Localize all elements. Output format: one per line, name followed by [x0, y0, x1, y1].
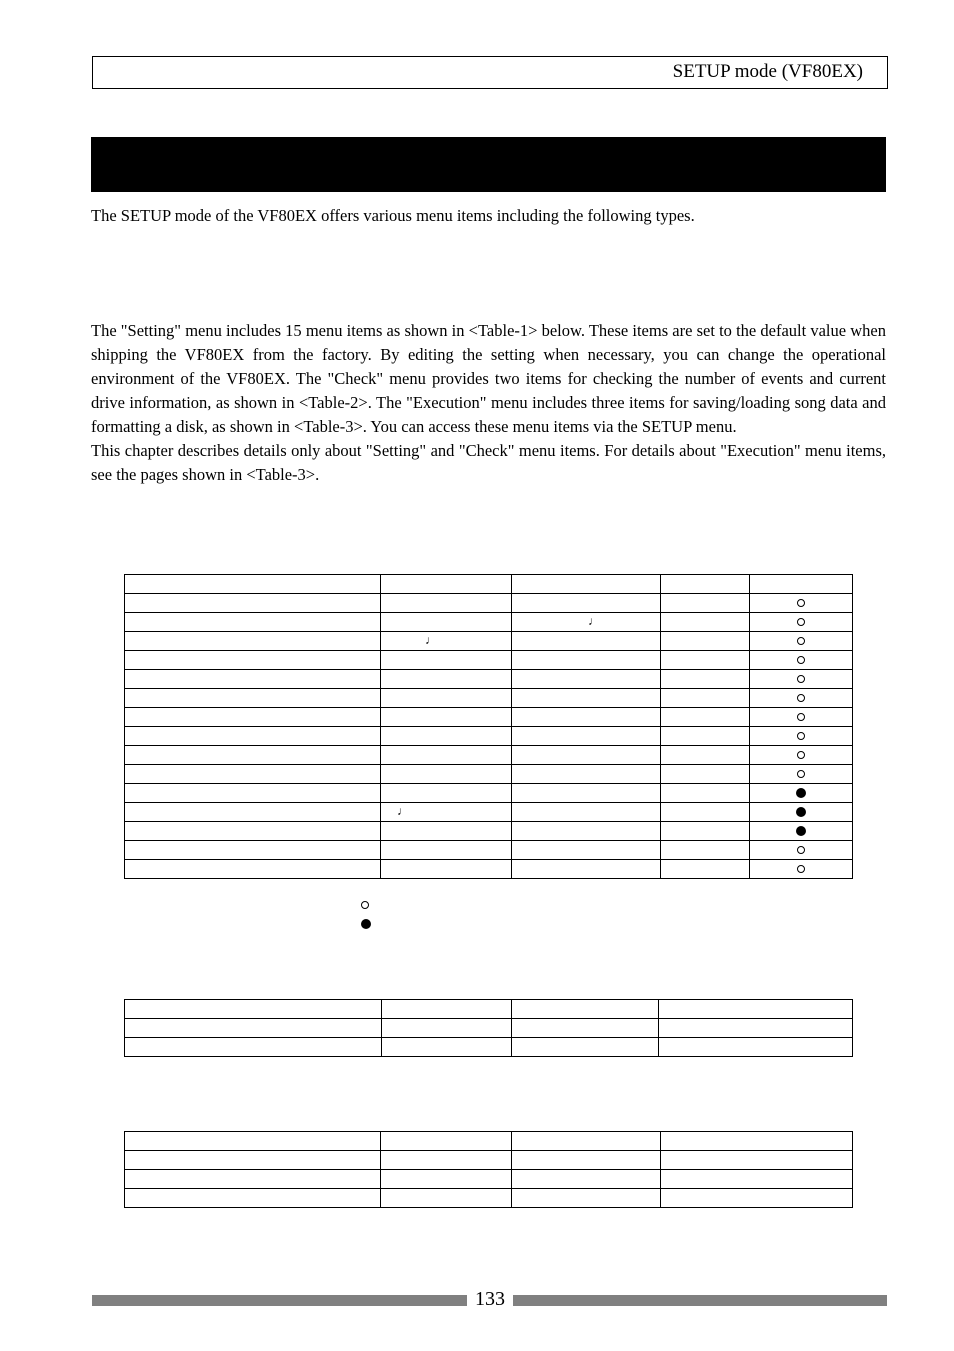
table-cell: [512, 689, 661, 708]
table-cell: [661, 803, 750, 822]
open-circle-icon: [797, 618, 805, 626]
table-cell: [125, 575, 381, 594]
table-cell: [381, 594, 512, 613]
table-cell: [381, 803, 512, 822]
table-cell: [661, 822, 750, 841]
header-title: SETUP mode (VF80EX): [672, 61, 863, 82]
table-cell: [512, 1132, 661, 1151]
table-cell: [661, 708, 750, 727]
table-cell: [125, 651, 381, 670]
table-cell: [381, 822, 512, 841]
table-cell: [125, 1151, 381, 1170]
filled-circle-icon: [796, 807, 806, 817]
note-icon: ♩: [397, 804, 409, 818]
table-cell: [512, 1170, 661, 1189]
table-cell: [750, 841, 853, 860]
table-cell: [750, 803, 853, 822]
table-row: [125, 575, 853, 594]
open-circle-icon: [797, 713, 805, 721]
table-row: [125, 860, 853, 879]
table-2: [124, 999, 853, 1057]
table-cell: [661, 670, 750, 689]
page-header: [92, 56, 888, 89]
table-cell: [512, 860, 661, 879]
table-row: [125, 594, 853, 613]
legend-open-circle: [361, 896, 369, 914]
table-cell: [125, 822, 381, 841]
table-cell: [512, 708, 661, 727]
table-cell: [512, 746, 661, 765]
table-cell: [125, 670, 381, 689]
table-cell: [381, 1189, 512, 1208]
note-icon: ♩: [588, 614, 600, 628]
table-cell: [125, 613, 381, 632]
table-cell: [382, 1019, 512, 1038]
table-row: [125, 1170, 853, 1189]
table-cell: [750, 632, 853, 651]
table-row: [125, 689, 853, 708]
paragraph-1: The "Setting" menu includes 15 menu items as shown in <Table-1> below. These items are set to the default value when shipping the VF80EX from the factory. By editing the setting when necessary, you can change the operational environment of the VF80EX. The "Check" menu provides two items for checking the number of events and current drive information, as shown in <Table-2>. The "Execution" menu includes three items for saving/loading song data and formatting a disk, as shown in <Table-3>. You can access these menu items via the SETUP menu.: [91, 321, 886, 436]
table-cell: [512, 784, 661, 803]
table-cell: [512, 1189, 661, 1208]
table-cell: [512, 727, 661, 746]
table-cell: [382, 1000, 512, 1019]
table-cell: [661, 746, 750, 765]
table-cell: [750, 575, 853, 594]
table-row: [125, 746, 853, 765]
table-cell: [659, 1019, 853, 1038]
open-circle-icon: [797, 656, 805, 664]
table-cell: [661, 860, 750, 879]
table-cell: [381, 689, 512, 708]
table-cell: [661, 632, 750, 651]
table-row: [125, 1132, 853, 1151]
table-cell: [125, 765, 381, 784]
table-row: [125, 1189, 853, 1208]
table-row: [125, 765, 853, 784]
open-circle-icon: [797, 694, 805, 702]
table-cell: [661, 784, 750, 803]
intro-text: The SETUP mode of the VF80EX offers various menu items including the following types.: [91, 206, 695, 225]
table-cell: [750, 651, 853, 670]
legend-filled-circle: [361, 915, 371, 933]
table-cell: [512, 1019, 659, 1038]
table-cell: [512, 822, 661, 841]
table-cell: [125, 727, 381, 746]
table-cell: [381, 727, 512, 746]
table-cell: [125, 1038, 382, 1057]
open-circle-icon: [797, 770, 805, 778]
table-1: [124, 574, 853, 879]
table-cell: [750, 727, 853, 746]
table-row: [125, 803, 853, 822]
table-cell: [512, 575, 661, 594]
table-cell: [512, 632, 661, 651]
table-row: [125, 651, 853, 670]
table-cell: [381, 651, 512, 670]
table-cell: [381, 860, 512, 879]
table-cell: [382, 1038, 512, 1057]
table-cell: [125, 1132, 381, 1151]
table-row: [125, 1151, 853, 1170]
table-cell: [381, 575, 512, 594]
table-cell: [512, 1000, 659, 1019]
table-cell: [125, 746, 381, 765]
table-cell: [125, 1189, 381, 1208]
page-number: 133: [475, 1288, 505, 1310]
table-cell: [661, 1151, 853, 1170]
table-cell: [512, 841, 661, 860]
table-cell: [125, 860, 381, 879]
table-cell: [125, 1019, 382, 1038]
table-row: [125, 1019, 853, 1038]
footer-bar-left: [92, 1295, 467, 1306]
body-paragraphs: [91, 319, 886, 487]
table-cell: [661, 1170, 853, 1189]
table-cell: [661, 727, 750, 746]
paragraph-2: This chapter describes details only about "Setting" and "Check" menu items. For details about "Execution" menu items, see the pages shown in <Table-3>.: [91, 441, 886, 484]
table-cell: [125, 632, 381, 651]
table-3: [124, 1131, 853, 1208]
table-cell: [512, 613, 661, 632]
table-cell: [750, 708, 853, 727]
table-cell: [750, 822, 853, 841]
table-cell: [661, 1132, 853, 1151]
table-row: [125, 1000, 853, 1019]
open-circle-icon: [797, 865, 805, 873]
open-circle-icon: [797, 732, 805, 740]
table-cell: [661, 1189, 853, 1208]
table-cell: [381, 670, 512, 689]
table-cell: [125, 594, 381, 613]
footer-bar-right: [513, 1295, 887, 1306]
table-cell: [750, 670, 853, 689]
table-cell: [512, 651, 661, 670]
table-cell: [661, 841, 750, 860]
table-cell: [512, 765, 661, 784]
table-cell: [661, 613, 750, 632]
table-cell: [750, 860, 853, 879]
table-row: [125, 613, 853, 632]
open-circle-icon: [797, 846, 805, 854]
table-cell: [661, 651, 750, 670]
table-cell: [659, 1038, 853, 1057]
table-row: [125, 708, 853, 727]
table-cell: [512, 1038, 659, 1057]
filled-circle-icon: [796, 826, 806, 836]
table-cell: [750, 613, 853, 632]
table-row: [125, 841, 853, 860]
table-cell: [125, 784, 381, 803]
table-cell: [125, 841, 381, 860]
section-title-bar: [91, 137, 886, 192]
table-cell: [381, 613, 512, 632]
open-circle-icon: [797, 637, 805, 645]
table-cell: [381, 632, 512, 651]
table-cell: [125, 689, 381, 708]
table-cell: [125, 1170, 381, 1189]
table-cell: [750, 689, 853, 708]
table-row: [125, 632, 853, 651]
open-circle-icon: [797, 599, 805, 607]
table-cell: [512, 803, 661, 822]
table-cell: [125, 708, 381, 727]
table-cell: [750, 594, 853, 613]
table-cell: [512, 670, 661, 689]
table-cell: [512, 1151, 661, 1170]
filled-circle-icon: [796, 788, 806, 798]
table-cell: [750, 784, 853, 803]
table-cell: [381, 708, 512, 727]
table-cell: [381, 1132, 512, 1151]
open-circle-icon: [797, 675, 805, 683]
table-cell: [381, 765, 512, 784]
table-cell: [661, 575, 750, 594]
table-row: [125, 1038, 853, 1057]
table-cell: [125, 1000, 382, 1019]
table-cell: [750, 746, 853, 765]
table-cell: [659, 1000, 853, 1019]
table-cell: [661, 689, 750, 708]
table-cell: [381, 841, 512, 860]
note-icon: ♩: [425, 633, 437, 647]
table-cell: [512, 594, 661, 613]
table-cell: [750, 765, 853, 784]
table-cell: [125, 803, 381, 822]
table-row: [125, 784, 853, 803]
table-cell: [381, 784, 512, 803]
open-circle-icon: [797, 751, 805, 759]
table-cell: [661, 594, 750, 613]
table-cell: [381, 1151, 512, 1170]
table-row: [125, 822, 853, 841]
table-row: [125, 727, 853, 746]
table-cell: [661, 765, 750, 784]
table-cell: [381, 1170, 512, 1189]
table-row: [125, 670, 853, 689]
table-cell: [381, 746, 512, 765]
